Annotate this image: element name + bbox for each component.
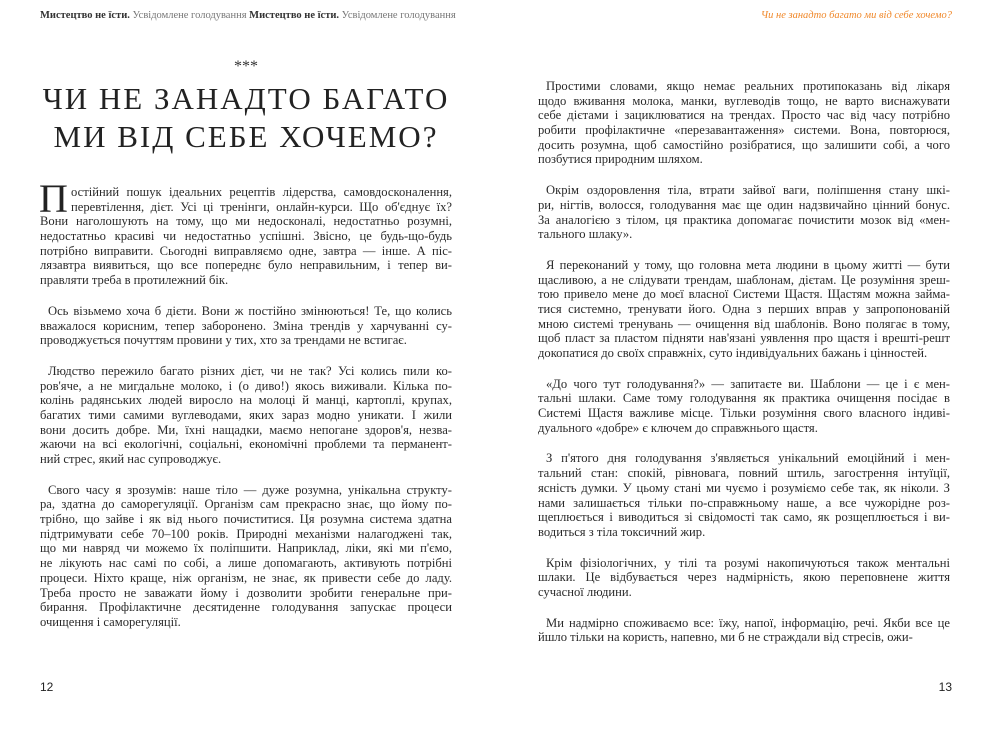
text-line: докопатися до своїх справжніх, суто індивідуальних бажань і цінностей. xyxy=(538,346,928,360)
text-line: Простими словами, якщо немає реальних протипоказань від лікаря xyxy=(546,79,950,93)
text-line: «До чого тут голодування?» — запитаєте ви. Шаблони — це і є мен- xyxy=(546,376,950,391)
text-line: Окрім оздоровлення тіла, втрати зайвої ваги, поліпшення стану шкі- xyxy=(546,183,950,198)
text-line: остійний пошук ідеальних рецептів лідерства, самовдосконалення, xyxy=(71,185,452,199)
chapter-title-line: ЧИ НЕ ЗАНАДТО БАГАТО xyxy=(42,81,450,116)
text-line: Я переконаний у тому, що головна мета людини в цьому житті — бути xyxy=(546,257,950,272)
paragraph xyxy=(40,483,452,630)
paragraph xyxy=(538,377,950,436)
paragraph xyxy=(40,364,452,467)
text-line: трібно, що зайве і як від нього почиститися. Ця розумна система здатна xyxy=(40,512,452,527)
text-line: себе дієтами і зациклюватися на трендах. Просто час від часу потрібно xyxy=(538,108,950,123)
text-line: дуального «добре» є ключем до справжнього щастя. xyxy=(538,420,818,435)
text-line: Свого часу я зрозумів: наше тіло — дуже розумна, унікальна структу- xyxy=(48,482,452,497)
paragraph xyxy=(39,176,452,288)
paragraph xyxy=(538,183,950,242)
text-line: ри, нігтів, волосся, голодування має ще один надзвичайно цінний бонус. xyxy=(538,197,950,212)
text-line: водиться з тіла токсичний жир. xyxy=(538,524,706,539)
text-line: багатих тими самими вуглеводами, яких зараз модно уникати. І жили xyxy=(40,407,452,422)
text-line: лязавтра виявиться, що все попереднє було неправильним, і тепер ви- xyxy=(40,258,452,273)
text-line: сучасної людини. xyxy=(538,584,632,599)
text-line: потрібно виправити. Сьогодні виправляємо одне, завтра — інше. А піс- xyxy=(40,243,452,258)
text-line: очищення і саморегуляції. xyxy=(40,614,181,629)
text-line: мною системі тренувань — очищення від шаблонів. Воно полягає в тому, xyxy=(538,316,950,331)
paragraph xyxy=(538,258,950,361)
text-line: жаючи на всі екологічні, соціальні, економічні проблеми та перманент- xyxy=(40,437,452,452)
running-head-chapter: Чи не занадто багато ми від себе хочемо? xyxy=(760,10,952,21)
text-line: щасливою, а не слідувати трендам, шаблонам, дієтам. Це розуміння зреш- xyxy=(538,272,950,287)
body-text xyxy=(538,79,950,661)
body-text xyxy=(39,176,452,646)
text-line: З п'ятого дня голодування з'являється унікальний емоційний і мен- xyxy=(546,451,950,466)
paragraph xyxy=(40,304,452,348)
text-line: тою привело мене до моєї власної Системи Щастя. Щастям можна займа- xyxy=(538,287,950,302)
text-line: недостатньо красиві чи недостатньо успішні. Звісно, це будь-що-будь xyxy=(40,229,452,244)
section-ornament: *** xyxy=(234,58,258,75)
text-line: Ми надмірно споживаємо все: їжу, напої, інформацію, речі. Якби все це xyxy=(546,615,950,630)
text-line: підтримувати себе 70–100 років. Природні механізми налагоджені так, xyxy=(40,526,452,541)
text-line: Ось візьмемо хоча б дієти. Вони ж постійно змінюються! Те, що колись xyxy=(48,303,452,318)
running-head-subtitle: Усвідомлене голодування xyxy=(132,10,247,21)
text-line: тальні шлаки. Саме тому голодування як практика очищення посідає в xyxy=(538,391,950,406)
text-line: перевтілення, дієт. Усі ці тренінги, онлайн-курси. Що об'єднує їх? xyxy=(71,199,452,214)
running-head-book-title: Мистецтво не їсти. xyxy=(249,10,340,21)
text-line: досить розумна, щоб самостійно розібратися, що залишити собі, а чого xyxy=(538,137,950,152)
paragraph xyxy=(538,616,950,645)
text-line: щеплюється і виводиться зі свідомості так само, як розщеплюється і ви- xyxy=(538,510,950,525)
running-head-book-title: Мистецтво не їсти. xyxy=(40,10,130,21)
chapter-title-line: МИ ВІД СЕБЕ ХОЧЕМО? xyxy=(53,119,439,154)
text-line: позбутися природним шляхом. xyxy=(538,152,703,167)
text-line: йшло тільки на користь, напевно, ми б не страждали від стресів, ожи- xyxy=(538,630,913,645)
text-line: що ми навряд чи можемо їх поліпшити. Наприклад, ліки, які ми п'ємо, xyxy=(40,541,452,556)
text-line: вони досить добре. Ми, їхні нащадки, маємо непогане здоров'я, незва- xyxy=(40,422,452,437)
paragraph xyxy=(538,556,950,600)
text-line: шлаки. Це відбувається через надмірність, якою переповнене життя xyxy=(538,570,950,585)
text-line: Вони наголошують на тому, що ми недосконалі, недостатньо розумні, xyxy=(40,214,452,229)
text-line: щодо вживання молока, манки, вуглеводів тощо, не варто виснажувати xyxy=(538,93,950,108)
running-head-subtitle: Усвідомлене голодування xyxy=(341,10,456,21)
text-line: ра, здатна до саморегуляції. Організм сам прекрасно знає, що йому по- xyxy=(40,497,452,512)
text-line: За аналогією з тілом, ця практика допомагає почистити мозок від «мен- xyxy=(538,212,950,227)
text-line: процеси. Ніхто краще, ніж організм, не знає, як привести себе до ладу. xyxy=(40,570,452,585)
text-line: колінь радянських людей виросло на молоці й манці, картоплі, крупах, xyxy=(40,393,452,408)
text-line: нами залишається тільки по-справжньому наше, а все чужорідне роз- xyxy=(538,495,950,510)
text-line: робити профілактичне «перезавантаження» системи. Вона, повторюся, xyxy=(538,123,950,138)
right-page xyxy=(496,0,992,738)
text-line: бирання. Профілактичне десятиденне голодування запускає процеси xyxy=(40,600,452,615)
text-line: Людство пережило багато різних дієт, чи не так? Усі колись пили ко- xyxy=(48,363,452,378)
text-line: Треба просто не заважати йому і дозволити зробити генеральне при- xyxy=(40,585,452,600)
chapter-title xyxy=(0,80,492,156)
text-line: тися системно, тренувати його. Одна з перших вправ у запропонованій xyxy=(538,301,950,316)
drop-cap: П xyxy=(39,176,68,221)
page-number: 12 xyxy=(40,680,54,694)
paragraph xyxy=(538,451,950,539)
text-line: ний стрес, який нас супроводжує. xyxy=(40,452,222,466)
text-line: Крім фізіологічних, у тілі та розумі накопичуються також ментальні xyxy=(546,555,950,570)
text-line: щоб пласт за пластом підняти нав'язані уявлення про щастя і врешті-решт xyxy=(538,331,950,346)
text-line: правляти треба в протилежний бік. xyxy=(40,273,229,288)
text-line: Системі Щастя важливе місце. Тільки розуміння свого власного індиві- xyxy=(538,406,950,421)
text-line: вважалося корисним, тепер заборонено. Зміна трендів у харчуванні су- xyxy=(40,318,452,333)
paragraph xyxy=(538,79,950,167)
text-line: ров'яче, а не мигдальне молоко, і (о диво!) якось виживали. Кілька по- xyxy=(40,378,452,393)
text-line: тального шлаку». xyxy=(538,227,633,242)
text-line: не лікують нас самі по собі, а лише допомагають, активують потрібні xyxy=(40,556,452,571)
text-line: проводжується почуттям провини у тих, хто за трендами не встигає. xyxy=(40,333,407,348)
page-number: 13 xyxy=(938,680,952,694)
text-line: тальний стан: спокій, рівновага, повний штиль, загострення інтуїції, xyxy=(538,466,950,481)
running-head xyxy=(40,10,456,21)
text-line: ясність думки. У цьому стані ми чуємо і розуміємо себе так, як ніколи. З xyxy=(538,480,950,495)
